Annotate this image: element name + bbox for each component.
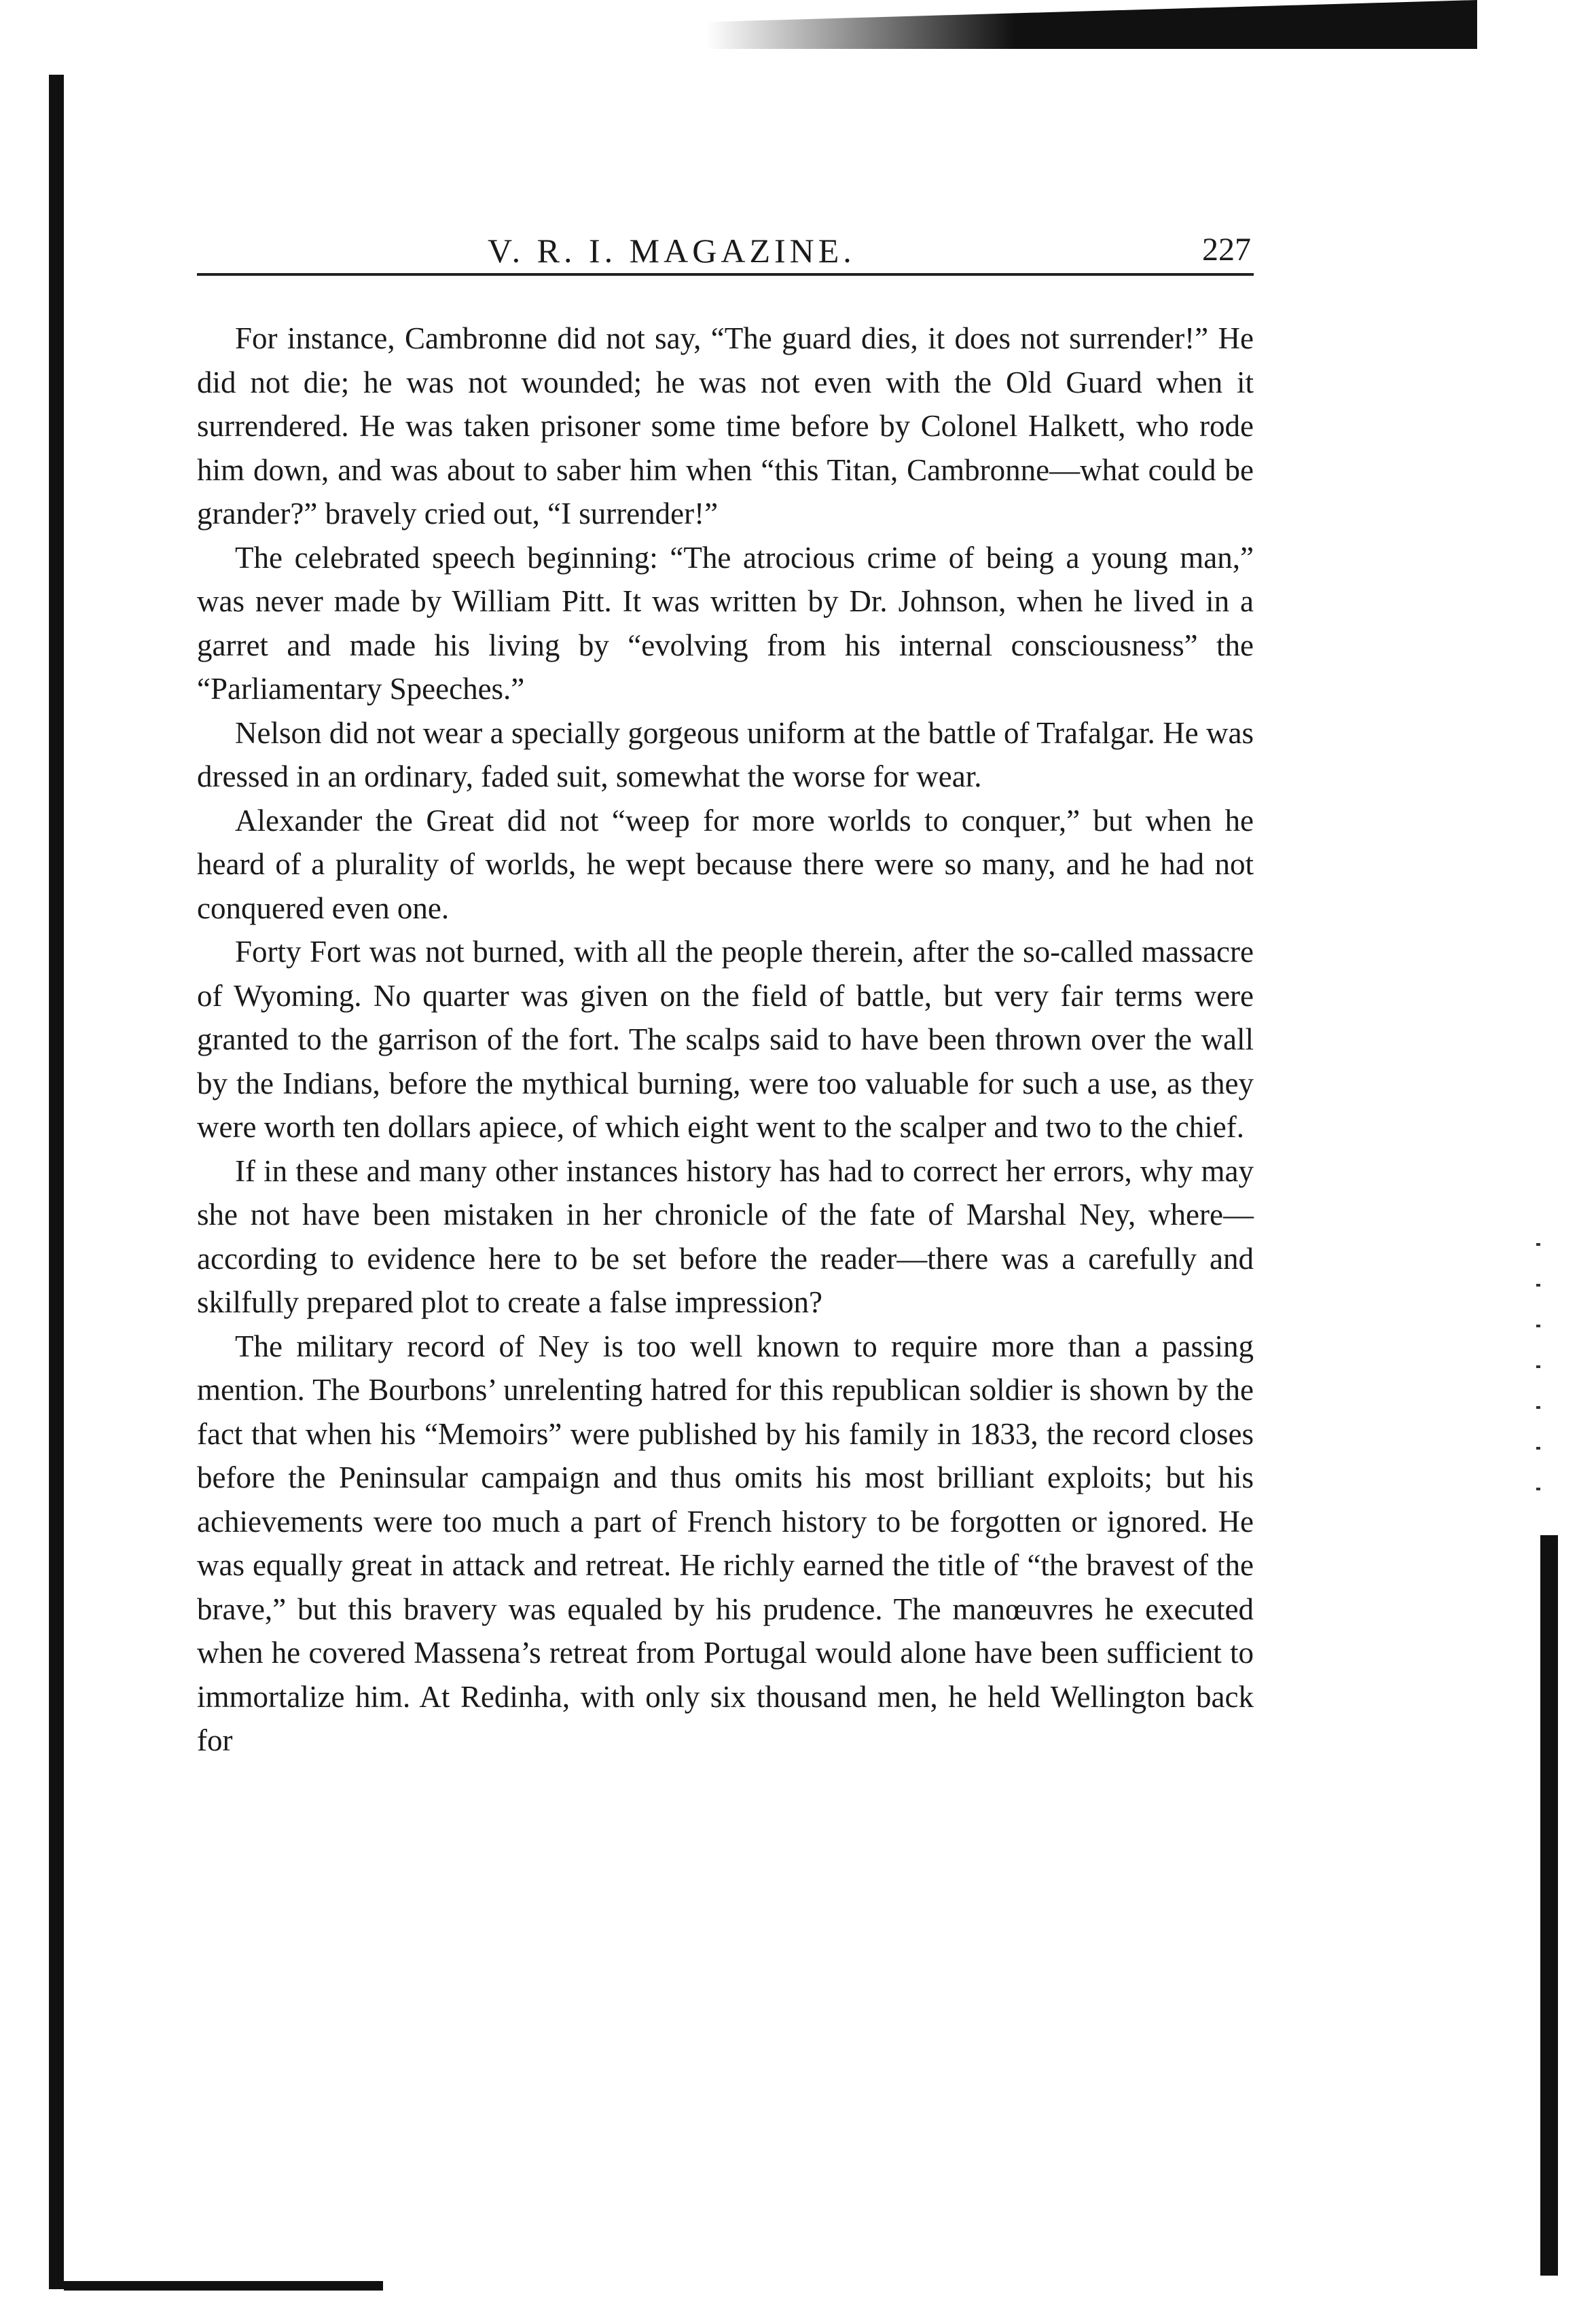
- running-head: [197, 231, 1254, 276]
- page-number: 227: [1202, 232, 1251, 268]
- scan-edge-left: [49, 75, 64, 2289]
- paragraph-cambronne: For instance, Cambronne did not say, “The guard dies, it does not surrender!” He did not die; he was not wounded; he was not even with the Old Guard when it surrendered. He was taken prisoner some time before by Colonel Halkett, who rode him down, and was about to saber him when “this Titan, Cambronne—what could be grander?” bravely cried out, “I surrender!”: [197, 321, 1254, 531]
- paragraph-forty-fort: Forty Fort was not burned, with all the people therein, after the so-called massacre of Wyoming. No quarter was given on the field of battle, but very fair terms were granted to the garrison of the fort. The scalps said to have been thrown over the wall by the Indians, before the mythical burning, were too valuable for such a use, as they were worth ten dollars apiece, of which eight went to the scalper and two to the chief.: [197, 935, 1254, 1144]
- paragraph-alexander: Alexander the Great did not “weep for more worlds to conquer,” but when he heard of a plurality of worlds, he wept because there were so many, and he had not conquered even one.: [197, 803, 1254, 925]
- magazine-title: V. R. I. MAGAZINE.: [488, 232, 856, 270]
- page: [197, 231, 1254, 1763]
- scan-specks-right: [1536, 1243, 1540, 1528]
- scan-edge-top: [706, 0, 1477, 49]
- scan-edge-right: [1540, 1535, 1558, 2276]
- article-body: [197, 317, 1254, 1763]
- paragraph-pitt: The celebrated speech beginning: “The atrocious crime of being a young man,” was never made by William Pitt. It was written by Dr. Johnson, when he lived in a garret and made his living by “evolving from his internal consciousness” the “Parliamentary Speeches.”: [197, 540, 1254, 706]
- scan-edge-bottom: [64, 2281, 383, 2291]
- paragraph-nelson: Nelson did not wear a specially gorgeous uniform at the battle of Trafalgar. He was dressed in an ordinary, faded suit, somewhat the worse for wear.: [197, 715, 1254, 793]
- paragraph-history-errors: If in these and many other instances history has had to correct her errors, why may she not have been mistaken in her chronicle of the fate of Marshal Ney, where—according to evidence here to be set before the reader—there was a carefully and skilfully prepared plot to create a false impression?: [197, 1153, 1254, 1319]
- paragraph-ney-record: The military record of Ney is too well known to require more than a passing mention. The Bourbons’ unrelenting hatred for this republican soldier is shown by the fact that when his “Memoirs” were published by his family in 1833, the record closes before the Peninsular campaign and thus omits his most brilliant exploits; but his achievements were too much a part of French history to be forgotten or ignored. He was equally great in attack and retreat. He richly earned the title of “the bravest of the brave,” but this bravery was equaled by his prudence. The manœuvres he executed when he covered Massena’s retreat from Portugal would alone have been sufficient to immortalize him. At Redinha, with only six thousand men, he held Wellington back for: [197, 1329, 1254, 1757]
